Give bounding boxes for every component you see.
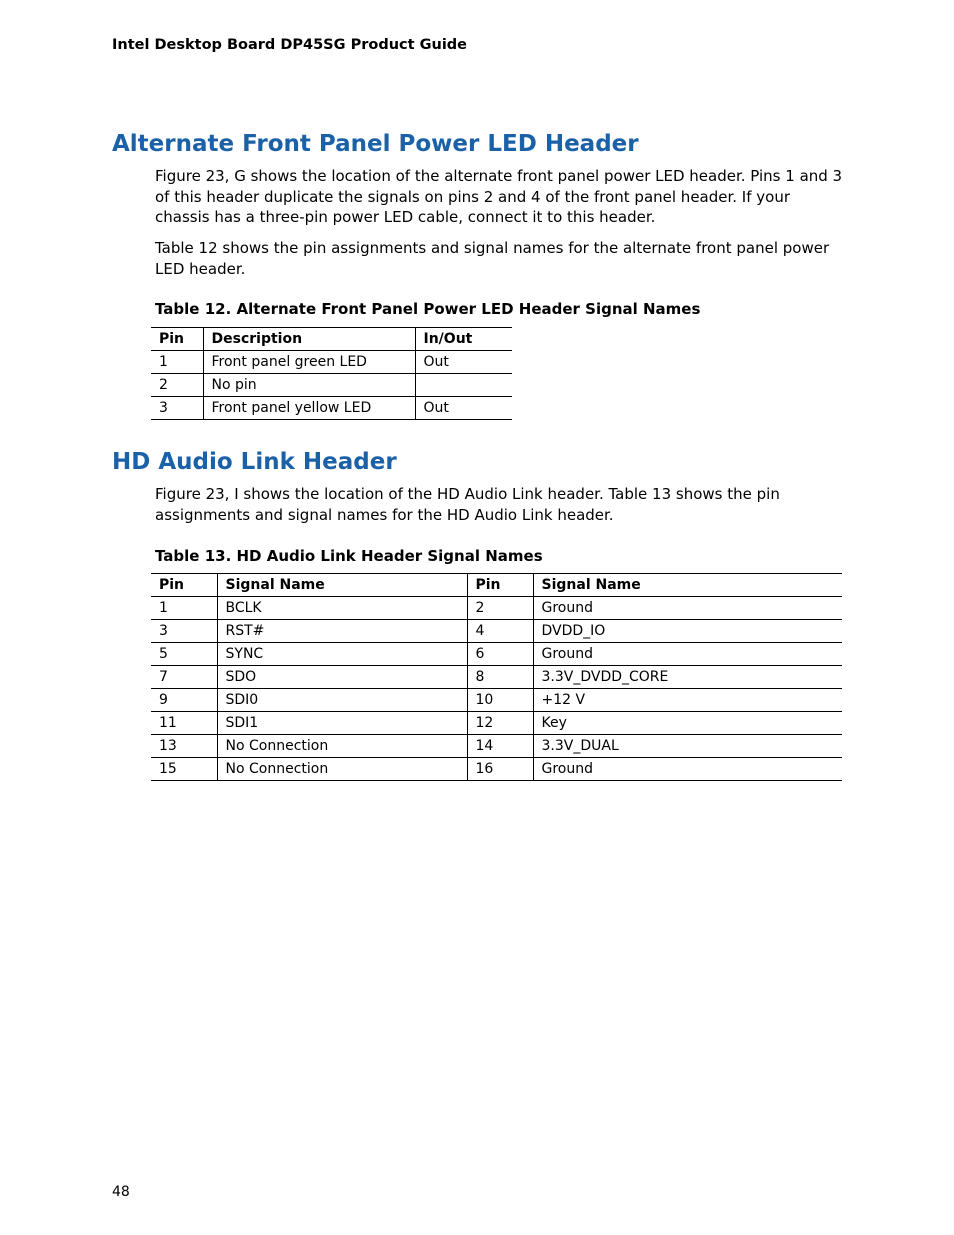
table-cell: Front panel yellow LED [203,397,415,420]
table-row [151,689,842,712]
section-title-alternate-front-panel-power-led-header: Alternate Front Panel Power LED Header [112,131,639,157]
table-cell: 9 [151,689,217,712]
table-cell: +12 V [533,689,842,712]
table-cell: 14 [467,735,533,758]
running-header: Intel Desktop Board DP45SG Product Guide [112,37,468,53]
table-row [151,397,512,420]
table-cell: 4 [467,620,533,643]
table-cell: 5 [151,643,217,666]
table-cell: RST# [217,620,467,643]
table-cell: 3 [151,397,203,420]
column-header: Description [203,328,415,351]
table-cell: 10 [467,689,533,712]
table-cell: No pin [203,374,415,397]
table-row [151,758,842,781]
column-header: Pin [151,328,203,351]
table-cell: Key [533,712,842,735]
table-cell: 3 [151,620,217,643]
table-row [151,643,842,666]
table-cell: 15 [151,758,217,781]
table-cell: No Connection [217,758,467,781]
table-header-row [151,328,512,351]
table-cell: No Connection [217,735,467,758]
table-cell: DVDD_IO [533,620,842,643]
paragraph: Table 12 shows the pin assignments and signal names for the alternate front panel power LED header. [155,239,830,278]
section-title-hd-audio-link-header: HD Audio Link Header [112,449,397,475]
table-cell: 3.3V_DUAL [533,735,842,758]
page-number: 48 [112,1184,130,1200]
table-caption: Table 12. Alternate Front Panel Power LED Header Signal Names [155,300,701,318]
paragraph: Figure 23, G shows the location of the alternate front panel power LED header. Pins 1 and 3 of this header duplicate the signals on pins 2 and 4 of the front panel header. If your chassis has a three-pin power LED cable, connect it to this header. [155,167,843,226]
table-cell: Out [415,351,512,374]
table-cell: 11 [151,712,217,735]
table-row [151,351,512,374]
table-cell: 7 [151,666,217,689]
table-cell: 12 [467,712,533,735]
signal-table-alternate-power-led [151,327,512,420]
column-header: Signal Name [533,574,842,597]
column-header: Signal Name [217,574,467,597]
table-caption: Table 13. HD Audio Link Header Signal Names [155,547,543,565]
table-cell: Ground [533,597,842,620]
table-row [151,666,842,689]
table-cell: Out [415,397,512,420]
table-row [151,735,842,758]
table-cell: Front panel green LED [203,351,415,374]
table-cell: SYNC [217,643,467,666]
table-header-row [151,574,842,597]
table-row [151,597,842,620]
table-cell: SDO [217,666,467,689]
column-header: Pin [151,574,217,597]
table-row [151,374,512,397]
table-cell [415,374,512,397]
table-cell: BCLK [217,597,467,620]
table-row [151,620,842,643]
signal-table-hd-audio-link [151,573,842,781]
table-cell: 8 [467,666,533,689]
table-cell: 2 [151,374,203,397]
table-cell: 2 [467,597,533,620]
table-cell: 16 [467,758,533,781]
table-cell: Ground [533,758,842,781]
table-cell: SDI1 [217,712,467,735]
paragraph: Figure 23, I shows the location of the HD Audio Link header. Table 13 shows the pin assignments and signal names for the HD Audio Link header. [155,485,780,524]
table-cell: Ground [533,643,842,666]
table-row [151,712,842,735]
column-header: Pin [467,574,533,597]
table-cell: SDI0 [217,689,467,712]
table-cell: 13 [151,735,217,758]
table-cell: 1 [151,351,203,374]
table-cell: 3.3V_DVDD_CORE [533,666,842,689]
table-cell: 1 [151,597,217,620]
column-header: In/Out [415,328,512,351]
table-cell: 6 [467,643,533,666]
